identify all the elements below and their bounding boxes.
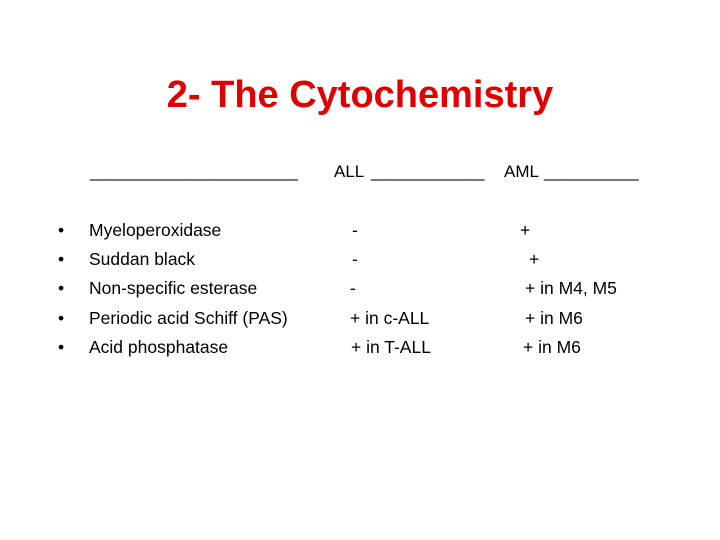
aml-result: + <box>529 249 540 270</box>
stain-label: Suddan black <box>89 249 196 270</box>
all-result: - <box>350 278 356 299</box>
bullet: • <box>58 249 65 270</box>
aml-result: + in M6 <box>525 307 583 328</box>
header-underline-mid: ____________ <box>371 162 485 181</box>
slide-title: 2- The Cytochemistry <box>166 74 554 116</box>
bullet: • <box>58 278 65 299</box>
header-underline-tail: __________ <box>544 162 639 181</box>
all-result: - <box>352 220 358 240</box>
header-col-all: ALL <box>334 162 365 181</box>
stain-label: Myeloperoxidase <box>89 220 222 240</box>
all-result: + in c-ALL <box>350 307 430 328</box>
stain-label: Periodic acid Schiff (PAS) <box>89 307 288 328</box>
list-item <box>0 216 720 245</box>
stain-label: Non-specific esterase <box>89 278 258 299</box>
header-col-aml: AML <box>504 162 539 181</box>
aml-result: + in M4, M5 <box>525 278 617 299</box>
aml-result: + <box>520 220 531 240</box>
all-result: + in T-ALL <box>351 336 431 357</box>
aml-result: + in M6 <box>523 336 581 357</box>
bullet: • <box>58 336 65 357</box>
list-item <box>0 274 720 303</box>
all-result: - <box>352 249 358 270</box>
bullet: • <box>58 220 65 240</box>
stain-label: Acid phosphatase <box>89 336 229 357</box>
list-item <box>0 304 720 333</box>
list-item <box>0 245 720 274</box>
stain-list <box>0 216 720 362</box>
list-item <box>0 333 720 362</box>
bullet: • <box>58 307 65 328</box>
header-underline-lead: ______________________ <box>90 162 299 181</box>
